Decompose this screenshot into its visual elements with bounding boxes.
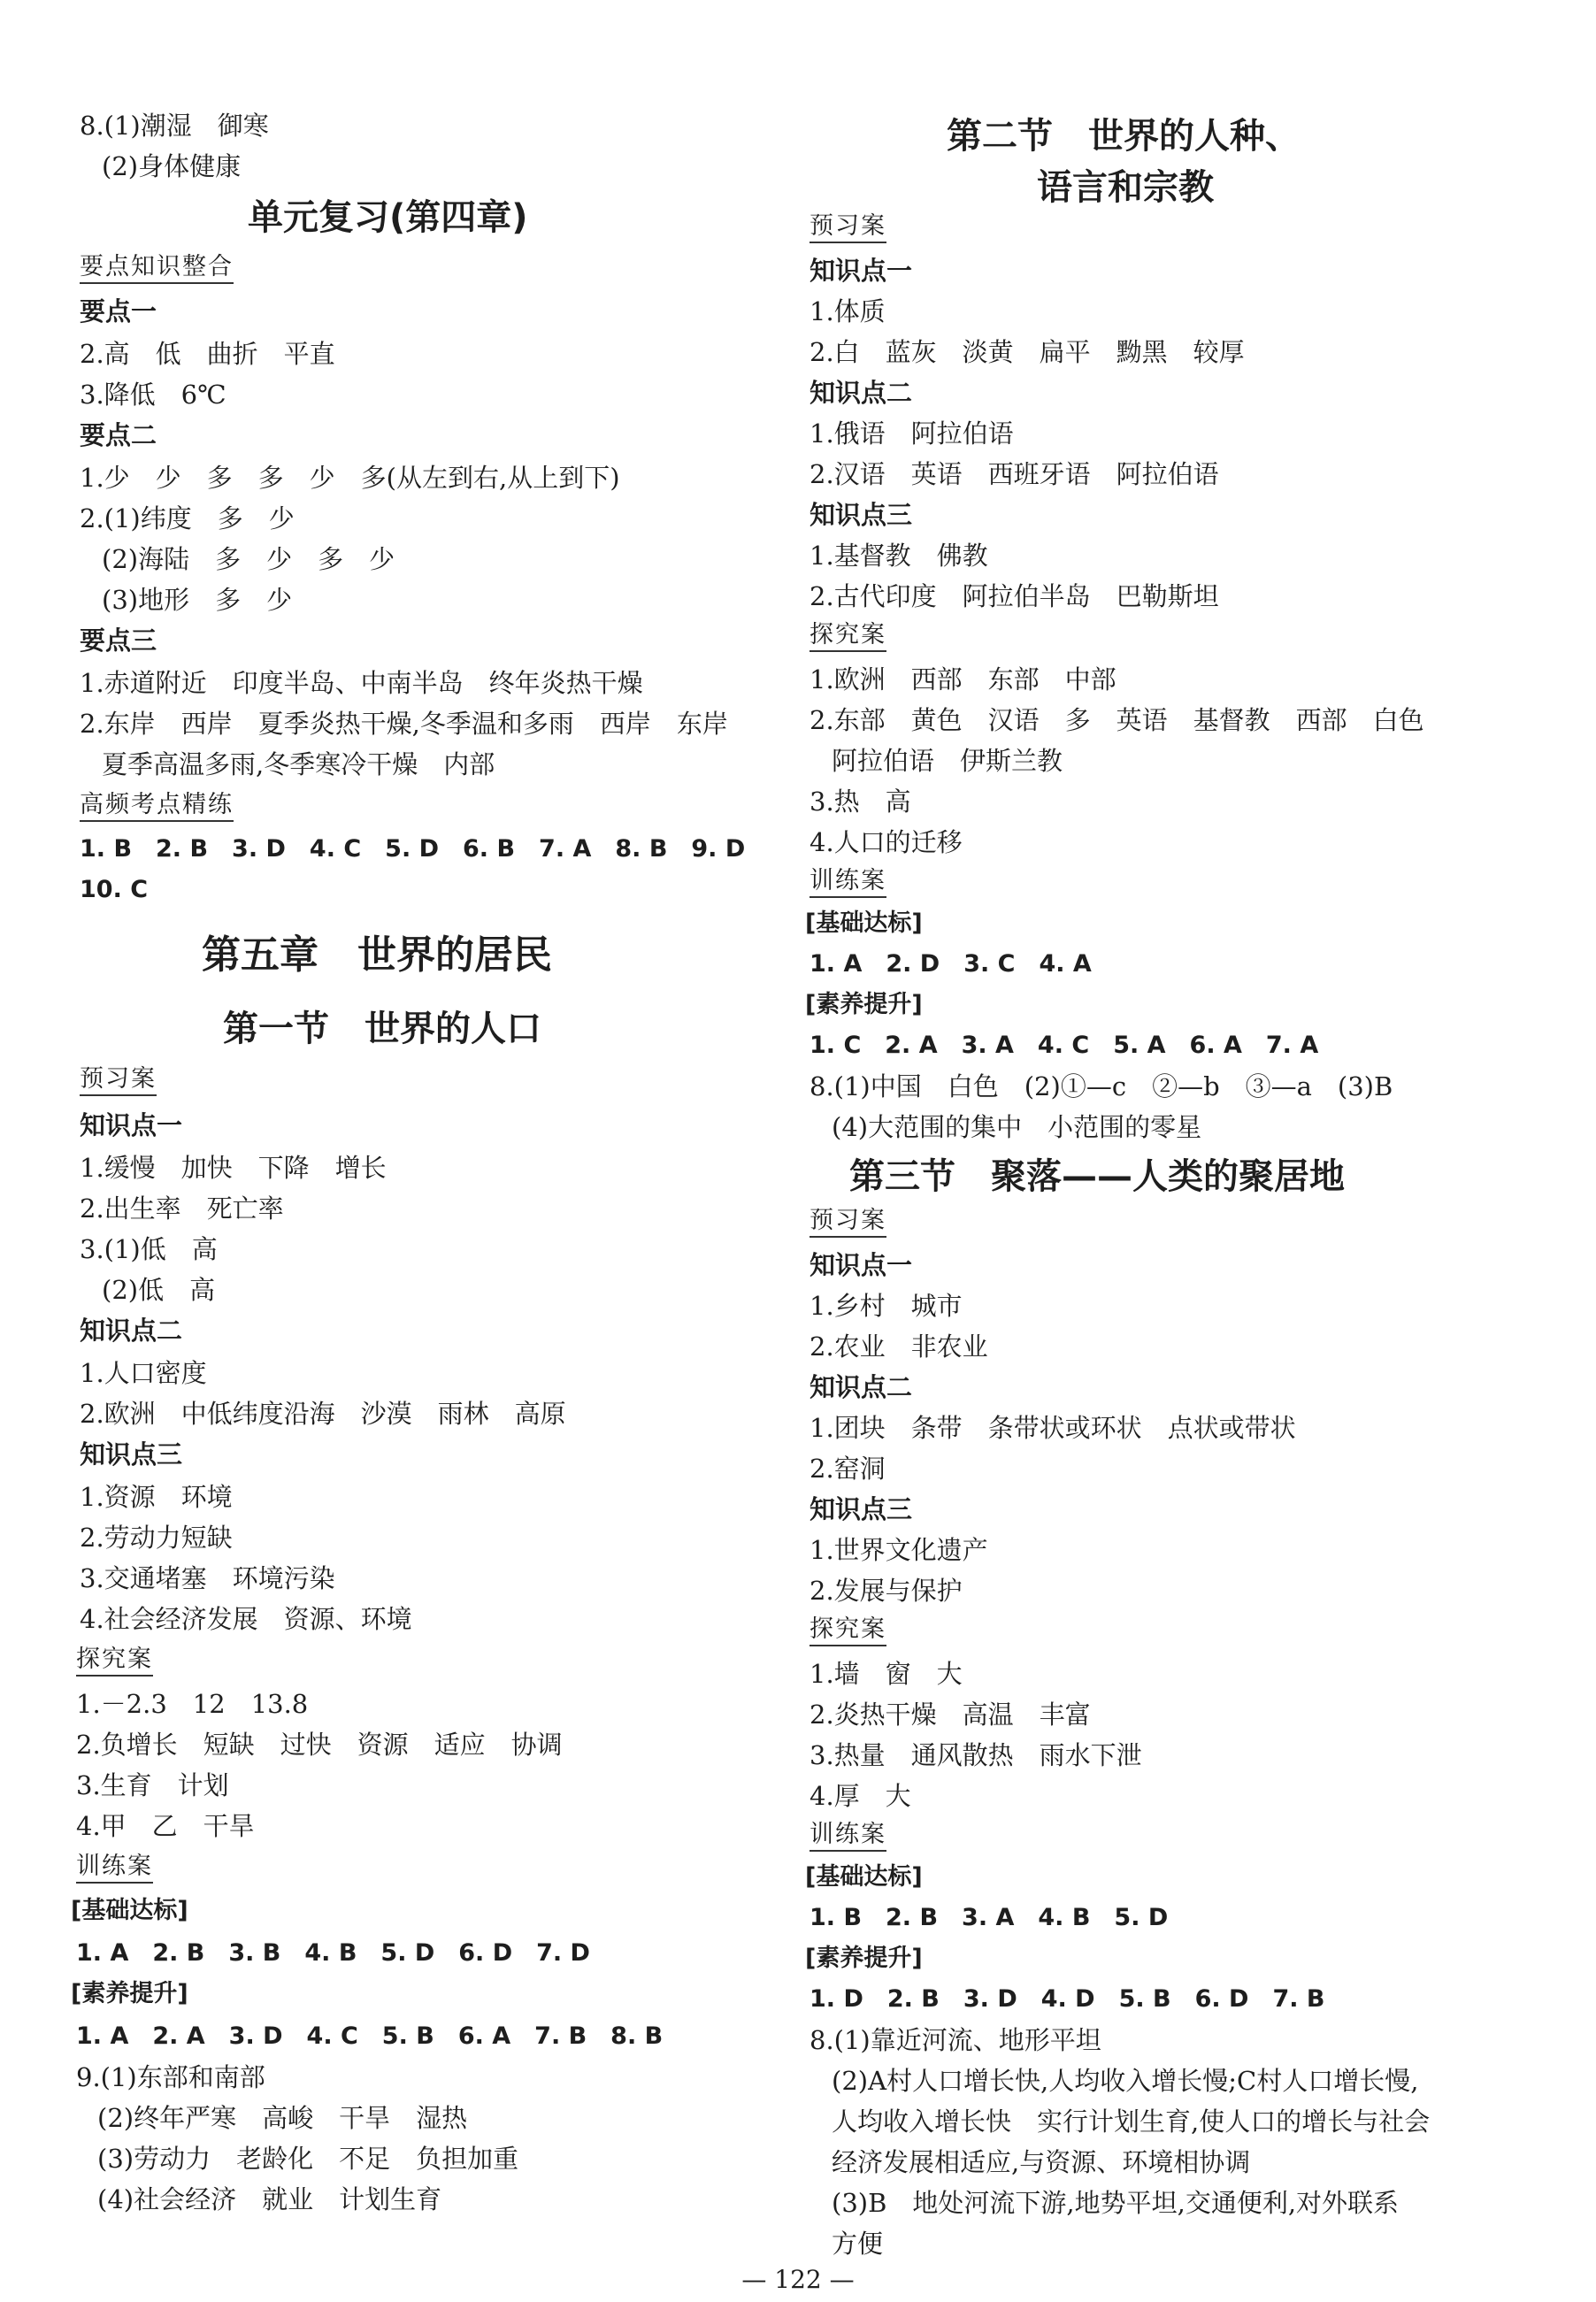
answer-line: (3)劳动力 老龄化 不足 负担加重 xyxy=(97,2144,519,2174)
answer-line: 2.古代印度 阿拉伯半岛 巴勒斯坦 xyxy=(810,581,1219,611)
section-title: 第三节 聚落——人类的聚居地 xyxy=(849,1156,1345,1197)
answer-line: 2.白 蓝灰 淡黄 扁平 黝黑 较厚 xyxy=(810,337,1245,367)
section-label: 训练案 xyxy=(810,867,886,898)
answer-line: 2.窑洞 xyxy=(810,1454,886,1484)
answer-line: 1.赤道附近 印度半岛、中南半岛 终年炎热干燥 xyxy=(80,668,643,698)
answer-line: 1.少 少 多 多 少 多(从左到右,从上到下) xyxy=(80,463,620,493)
answer-line: 3.交通堵塞 环境污染 xyxy=(80,1563,335,1593)
answer-line: 1.世界文化遗产 xyxy=(810,1535,988,1565)
choice-answers: 1. B 2. B 3. D 4. C 5. D 6. B 7. A 8. B 9. D xyxy=(80,835,746,863)
answer-line: 经济发展相适应,与资源、环境相协调 xyxy=(832,2147,1251,2177)
section-label: 预习案 xyxy=(810,1207,886,1238)
choice-answers: 1. B 2. B 3. A 4. B 5. D xyxy=(810,1904,1169,1931)
answer-line: 2.负增长 短缺 过快 资源 适应 协调 xyxy=(76,1730,563,1760)
answer-line: 4.甲 乙 干旱 xyxy=(76,1811,255,1841)
answer-line: (3)B 地处河流下游,地势平坦,交通便利,对外联系 xyxy=(832,2188,1400,2218)
subsection-label: [基础达标] xyxy=(805,909,923,937)
answer-line: 1.－2.3 12 13.8 xyxy=(76,1689,309,1719)
knowledge-point-heading: 知识点二 xyxy=(80,1316,183,1346)
section-title: 第二节 世界的人种、 xyxy=(947,116,1301,157)
answer-line: 1.墙 窗 大 xyxy=(810,1659,963,1689)
section-label: 要点知识整合 xyxy=(80,253,234,284)
answer-line: 2.东部 黄色 汉语 多 英语 基督教 西部 白色 xyxy=(810,705,1424,735)
answer-line: 3.降低 6℃ xyxy=(80,380,226,410)
knowledge-point-heading: 知识点三 xyxy=(810,1494,913,1524)
answer-line: 2.汉语 英语 西班牙语 阿拉伯语 xyxy=(810,459,1219,489)
answer-line: 8.(1)潮湿 御寒 xyxy=(80,111,269,141)
answer-line: 阿拉伯语 伊斯兰教 xyxy=(832,746,1063,776)
knowledge-point-heading: 知识点一 xyxy=(810,1250,913,1280)
answer-line: (2)低 高 xyxy=(102,1275,216,1305)
answer-line: 2.炎热干燥 高温 丰富 xyxy=(810,1700,1091,1730)
answer-line: 2.欧洲 中低纬度沿海 沙漠 雨林 高原 xyxy=(80,1399,566,1429)
answer-line: 2.东岸 西岸 夏季炎热干燥,冬季温和多雨 西岸 东岸 xyxy=(80,709,728,739)
page-number: — 122 — xyxy=(741,2265,855,2294)
section-title: 第一节 世界的人口 xyxy=(223,1009,541,1049)
answer-line: 2.发展与保护 xyxy=(810,1576,963,1606)
answer-line: 3.生育 计划 xyxy=(76,1770,229,1800)
answer-line: 1.缓慢 加快 下降 增长 xyxy=(80,1153,387,1183)
answer-line: (4)大范围的集中 小范围的零星 xyxy=(832,1112,1202,1142)
answer-line: 8.(1)中国 白色 (2)①—c ②—b ③—a (3)B xyxy=(810,1071,1393,1101)
answer-line: 夏季高温多雨,冬季寒冷干燥 内部 xyxy=(102,749,495,779)
answer-line: 2.农业 非农业 xyxy=(810,1331,988,1362)
knowledge-point-heading: 知识点三 xyxy=(810,500,913,530)
answer-line: (2)A村人口增长快,人均收入增长慢;C村人口增长慢, xyxy=(832,2066,1419,2096)
subsection-label: [素养提升] xyxy=(71,1980,188,2007)
answer-line: 1.乡村 城市 xyxy=(810,1291,963,1321)
section-label: 预习案 xyxy=(80,1065,157,1096)
knowledge-point-heading: 知识点一 xyxy=(80,1110,183,1140)
section-label: 预习案 xyxy=(810,212,886,243)
answer-line: (3)地形 多 少 xyxy=(102,585,293,615)
choice-answers: 1. A 2. B 3. B 4. B 5. D 6. D 7. D xyxy=(76,1939,590,1967)
answer-line: (4)社会经济 就业 计划生育 xyxy=(97,2184,442,2214)
section-title: 单元复习(第四章) xyxy=(248,197,528,238)
subsection-label: [基础达标] xyxy=(805,1863,923,1891)
answer-line: 1.人口密度 xyxy=(80,1358,207,1388)
knowledge-point-heading: 知识点二 xyxy=(810,378,913,408)
answer-line: 1.体质 xyxy=(810,296,886,326)
subsection-label: [素养提升] xyxy=(805,991,923,1018)
answer-line: 8.(1)靠近河流、地形平坦 xyxy=(810,2025,1101,2055)
choice-answers: 1. C 2. A 3. A 4. C 5. A 6. A 7. A xyxy=(810,1032,1319,1059)
answer-line: 4.社会经济发展 资源、环境 xyxy=(80,1604,412,1634)
answer-line: 2.高 低 曲折 平直 xyxy=(80,339,335,369)
knowledge-point-heading: 要点一 xyxy=(80,296,157,326)
answer-line: 1.欧洲 西部 东部 中部 xyxy=(810,664,1116,694)
answer-line: 3.热量 通风散热 雨水下泄 xyxy=(810,1740,1142,1770)
answer-line: 人均收入增长快 实行计划生育,使人口的增长与社会 xyxy=(832,2106,1431,2137)
section-label: 探究案 xyxy=(76,1646,153,1677)
answer-line: 3.热 高 xyxy=(810,787,911,817)
section-label: 高频考点精练 xyxy=(80,791,234,822)
section-label: 探究案 xyxy=(810,1615,886,1646)
answer-line: 3.(1)低 高 xyxy=(80,1234,218,1264)
choice-answers: 10. C xyxy=(80,876,149,903)
answer-line: 2.(1)纬度 多 少 xyxy=(80,503,295,533)
knowledge-point-heading: 知识点二 xyxy=(810,1372,913,1402)
section-label: 训练案 xyxy=(76,1853,153,1884)
knowledge-point-heading: 知识点一 xyxy=(810,256,913,286)
section-label: 探究案 xyxy=(810,621,886,652)
answer-line: 4.人口的迁移 xyxy=(810,827,963,857)
answer-line: (2)身体健康 xyxy=(102,151,242,181)
knowledge-point-heading: 要点二 xyxy=(80,420,157,450)
answer-line: 4.厚 大 xyxy=(810,1781,911,1811)
section-title: 语言和宗教 xyxy=(1037,167,1214,208)
choice-answers: 1. A 2. A 3. D 4. C 5. B 6. A 7. B 8. B xyxy=(76,2022,664,2050)
answer-line: 1.俄语 阿拉伯语 xyxy=(810,418,1014,449)
chapter-title: 第五章 世界的居民 xyxy=(202,932,552,978)
subsection-label: [素养提升] xyxy=(805,1945,923,1972)
choice-answers: 1. D 2. B 3. D 4. D 5. B 6. D 7. B xyxy=(810,1985,1325,2013)
answer-line: 2.出生率 死亡率 xyxy=(80,1193,284,1224)
answer-line: 方便 xyxy=(832,2229,884,2259)
answer-line: 2.劳动力短缺 xyxy=(80,1523,233,1553)
answer-line: 1.资源 环境 xyxy=(80,1482,233,1512)
answer-line: (2)海陆 多 少 多 少 xyxy=(102,544,395,574)
answer-line: 1.团块 条带 条带状或环状 点状或带状 xyxy=(810,1413,1296,1443)
knowledge-point-heading: 知识点三 xyxy=(80,1439,183,1469)
answer-line: 1.基督教 佛教 xyxy=(810,541,988,571)
section-label: 训练案 xyxy=(810,1821,886,1852)
subsection-label: [基础达标] xyxy=(71,1897,188,1924)
answer-line: 9.(1)东部和南部 xyxy=(76,2062,265,2092)
answer-line: (2)终年严寒 高峻 干旱 湿热 xyxy=(97,2103,468,2133)
knowledge-point-heading: 要点三 xyxy=(80,625,157,656)
choice-answers: 1. A 2. D 3. C 4. A xyxy=(810,950,1092,978)
